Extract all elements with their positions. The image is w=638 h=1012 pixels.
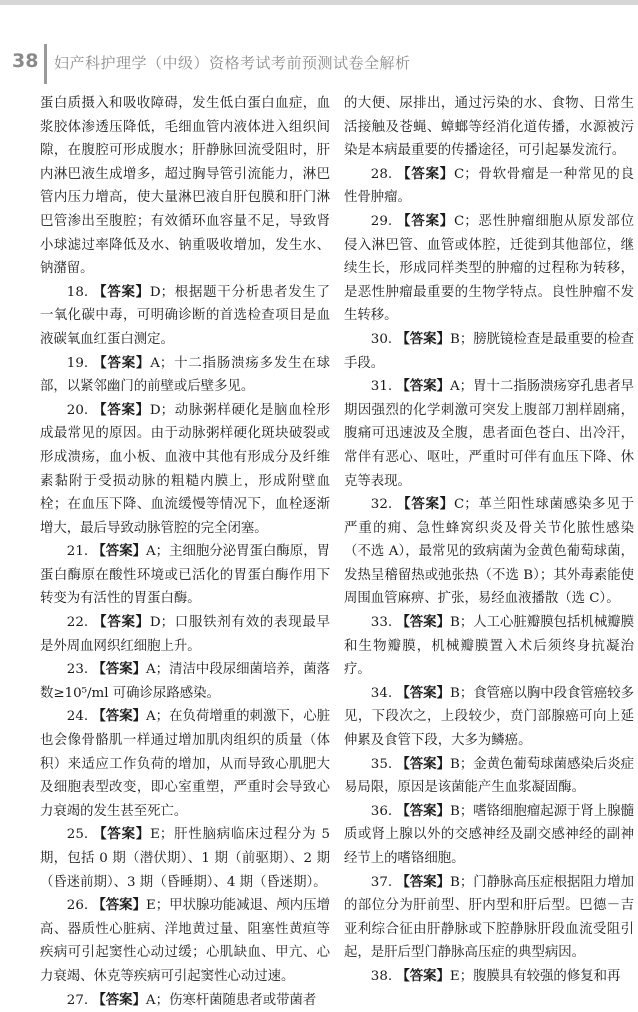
answer-text: E；肝性脑病临床过程分为 5 期，包括 0 期（潜伏期）、1 期（前驱期）、2 期（昏迷前期）、3 期（昏睡期）、4 期（昏迷期）。 (40, 827, 330, 890)
answer-label: 【答案】 (396, 330, 450, 347)
question-number: 25. (66, 827, 89, 843)
answer-text: B；金黄色葡萄球菌感染后炎症易局限，原因是该菌能产生血浆凝固酶。 (344, 756, 635, 796)
answer-label: 【答案】 (92, 897, 146, 914)
answer-paragraph (344, 682, 634, 753)
question-number: 22. (66, 615, 89, 631)
page-number: 38 (12, 50, 39, 72)
answer-paragraph (40, 92, 330, 281)
answer-label: 【答案】 (396, 967, 450, 984)
answer-text: C；恶性肿瘤细胞从原发部位侵入淋巴管、血管或体腔，迁徙到其他部位，继续生长，形成同样类型的肿瘤的过程称为转移，是恶性肿瘤最重要的生物学特点。良性肿瘤不发生转移。 (344, 213, 634, 324)
answer-label: 【答案】 (396, 684, 450, 701)
question-number: 29. (370, 213, 393, 229)
question-number: 19. (66, 355, 89, 371)
answer-text: D；根据题干分析患者发生了一氧化碳中毒，可明确诊断的首选检查项目是血液碳氧血红蛋白测定。 (40, 284, 330, 347)
answer-paragraph (40, 399, 330, 541)
question-number: 35. (370, 756, 393, 772)
answer-label: 【答案】 (92, 991, 146, 1008)
answer-paragraph (344, 163, 634, 210)
answer-paragraph (40, 281, 330, 352)
left-column (40, 92, 330, 1012)
answer-paragraph (344, 375, 634, 493)
question-number: 20. (66, 402, 89, 418)
answer-paragraph (344, 92, 634, 163)
answer-paragraph (344, 328, 634, 375)
answer-label: 【答案】 (397, 212, 455, 229)
question-number: 30. (370, 331, 393, 347)
answer-paragraph (344, 210, 634, 328)
question-number: 36. (370, 803, 393, 819)
question-number: 28. (370, 166, 393, 182)
question-number: 24. (66, 709, 89, 725)
answer-text: A；胃十二指肠溃疡穿孔患者早期因强烈的化学刺激可突发上腹部刀割样剧痛，腹痛可迅速波及全腹，患者面色苍白、出冷汗，常伴有恶心、呕吐，严重时可伴有血压下降、休克等表现。 (344, 379, 634, 489)
question-number: 33. (370, 615, 393, 631)
answer-label: 【答案】 (396, 614, 450, 631)
header-separator (44, 44, 47, 84)
question-number: 38. (370, 968, 393, 984)
answer-paragraph (344, 871, 634, 965)
answer-label: 【答案】 (92, 543, 147, 560)
question-number: 37. (370, 874, 393, 890)
answer-label: 【答案】 (397, 496, 455, 513)
answer-paragraph (344, 965, 634, 989)
page-header (0, 44, 638, 84)
answer-text: B；膀胱镜检查是最重要的检查手段。 (344, 331, 635, 371)
answer-text: 蛋白质摄入和吸收障碍，发生低白蛋白血症，血浆胶体渗透压降低，毛细血管内液体进入组织间隙，在腹腔可形成腹水；肝静脉回流受阻时，肝内淋巴液生成增多，超过胸导管引流能力，淋巴管内压力增高，使大量淋巴液自肝包膜和肝门淋巴管渗出至腹腔；有效循环血容量不足，导致肾小球滤过率降低及水、钠重吸收增加，发生水、钠潴留。 (40, 96, 330, 277)
answer-text: E；腹膜具有较强的修复和再 (449, 968, 621, 984)
answer-paragraph (40, 989, 330, 1012)
answer-text: A；十二指肠溃疡多发生在球部，以紧邻幽门的前壁或后壁多见。 (40, 355, 331, 395)
question-number: 31. (370, 379, 393, 395)
answer-label: 【答案】 (93, 283, 150, 300)
answer-text: A；清洁中段尿细菌培养，菌落数≥10⁵/ml 可确诊尿路感染。 (40, 662, 330, 701)
right-column (344, 92, 634, 989)
question-number: 21. (66, 544, 89, 560)
answer-text: A；主细胞分泌胃蛋白酶原，胃蛋白酶原在酸性环境或已活化的胃蛋白酶作用下转变为有活性的胃蛋白酶。 (40, 544, 330, 607)
answer-paragraph (344, 800, 634, 871)
question-number: 27. (66, 992, 89, 1008)
answer-label: 【答案】 (93, 401, 150, 418)
answer-label: 【答案】 (396, 755, 450, 772)
answer-text: B；门静脉高压症根据阻力增加的部位分为肝前型、肝内型和肝后型。巴德－吉亚利综合征由肝静脉或下腔静脉肝段血流受阻引起，是肝后型门静脉高压症的典型病因。 (344, 874, 635, 961)
answer-paragraph (40, 894, 330, 988)
answer-paragraph (344, 493, 634, 611)
book-title: 妇产科护理学（中级）资格考试考前预测试卷全解析 (54, 54, 411, 72)
answer-text: D；动脉粥样硬化是脑血栓形成最常见的原因。由于动脉粥样硬化斑块破裂或形成溃疡，血小板、血液中其他有形成分及纤维素黏附于受损动脉的粗糙内膜上，形成附壁血栓；在血压下降、血流缓慢等情况下，血栓逐渐增大，最后导致动脉管腔的完全闭塞。 (40, 402, 330, 536)
answer-paragraph (40, 658, 330, 705)
answer-text: A；在负荷增重的刺激下，心脏也会像骨骼肌一样通过增加肌肉组织的质量（体积）来适应工作负荷的增加，从而导致心肌肥大及细胞表型改变，即心室重塑，严重时会导致心力衰竭的发生甚至死亡。 (40, 709, 330, 819)
answer-label: 【答案】 (396, 378, 451, 395)
answer-label: 【答案】 (396, 873, 450, 890)
answer-paragraph (40, 705, 330, 823)
answer-label: 【答案】 (93, 354, 151, 371)
answer-label: 【答案】 (397, 165, 455, 182)
answer-text: 的大便、尿排出，通过污染的水、食物、日常生活接触及苍蝇、蟑螂等经消化道传播，水源被污染是本病最重要的传播途径，可引起暴发流行。 (344, 96, 634, 159)
question-number: 23. (66, 662, 89, 678)
answer-paragraph (344, 611, 634, 682)
answer-text: B；嗜铬细胞瘤起源于肾上腺髓质或肾上腺以外的交感神经及副交感神经的副神经节上的嗜铬细胞。 (344, 803, 635, 866)
answer-text: E；甲状腺功能减退、颅内压增高、器质性心脏病、洋地黄过量、阻塞性黄疸等疾病可引起窦性心动过缓；心肌缺血、甲亢、心力衰竭、休克等疾病可引起窦性心动过速。 (40, 898, 331, 984)
answer-paragraph (40, 611, 330, 658)
top-gray-band (0, 0, 638, 5)
answer-paragraph (40, 352, 330, 399)
question-number: 18. (66, 284, 89, 300)
question-number: 26. (66, 898, 89, 914)
question-number: 34. (370, 685, 393, 701)
answer-text: B；人工心脏瓣膜包括机械瓣膜和生物瓣膜，机械瓣膜置入术后须终身抗凝治疗。 (344, 615, 635, 678)
answer-text: C；骨软骨瘤是一种常见的良性骨肿瘤。 (344, 166, 634, 206)
answer-text: B；食管癌以胸中段食管癌较多见，下段次之，上段较少，贲门部腺癌可向上延伸累及食管下段，大多为鳞癌。 (344, 685, 635, 749)
answer-text: A；伤寒杆菌随患者或带菌者 (145, 992, 317, 1008)
answer-paragraph (344, 753, 634, 800)
answer-paragraph (40, 823, 330, 894)
answer-label: 【答案】 (93, 614, 150, 631)
answer-label: 【答案】 (92, 661, 147, 678)
answer-text: D；口服铁剂有效的表现最早是外周血网织红细胞上升。 (40, 615, 330, 654)
answer-label: 【答案】 (92, 708, 147, 725)
answer-label: 【答案】 (396, 802, 450, 819)
question-number: 32. (370, 497, 393, 513)
answer-paragraph (40, 540, 330, 611)
answer-label: 【答案】 (93, 826, 151, 843)
answer-text: C；革兰阳性球菌感染多见于严重的痈、急性蜂窝织炎及骨关节化脓性感染（不选 A），最常见的致病菌为金黄色葡萄球菌，发热呈稽留热或弛张热（不选 B）；其外毒素能使周围血管麻痹、扩张，易经血液播散（选 C）。 (344, 497, 634, 607)
